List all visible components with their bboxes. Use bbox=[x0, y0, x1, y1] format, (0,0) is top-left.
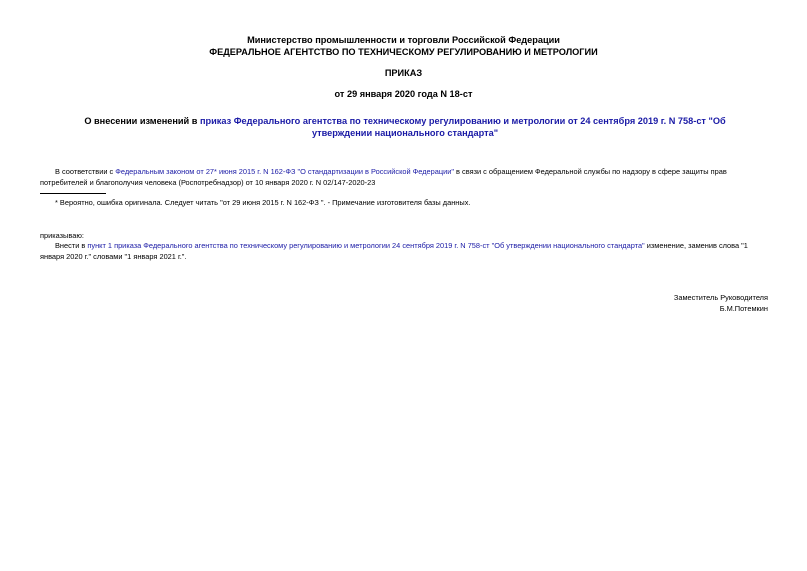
title-prefix: О внесении изменений в bbox=[84, 116, 200, 126]
ministry-heading: Министерство промышленности и торговли Российской Федерации bbox=[247, 35, 560, 45]
amended-item-link[interactable]: пункт 1 приказа Федерального агентства по техническому регулированию и метрологии 24 сентября 2019 г. N 758-ст "Об утверждении национального стандарта" bbox=[87, 241, 645, 250]
signatory-name: Б.М.Потемкин bbox=[719, 304, 768, 313]
document-type: ПРИКАЗ bbox=[384, 68, 423, 78]
order-suffix: изменение, заменив слова "1 января 2020 г." словами "1 января 2021 г.". bbox=[40, 241, 748, 261]
basis-prefix: В соответствии с bbox=[55, 167, 116, 176]
footnote-text: * Вероятно, ошибка оригинала. Следует читать "от 29 июня 2015 г. N 162-ФЗ ". - Примечание изготовителя базы данных. bbox=[55, 198, 471, 207]
title-amended-order-link[interactable]: приказ Федерального агентства по техническому регулированию и метрологии от 24 сентября 2019 г. N 758-ст "Об утверждении национального стандарта" bbox=[199, 116, 726, 138]
order-prefix: Внести в bbox=[55, 241, 88, 250]
order-lead: приказываю: bbox=[40, 231, 84, 240]
document-date-number: от 29 января 2020 года N 18-ст bbox=[334, 89, 473, 99]
document-title bbox=[55, 115, 755, 139]
signatory-position: Заместитель Руководителя bbox=[673, 293, 768, 302]
order-paragraph bbox=[40, 240, 770, 262]
footnote-divider bbox=[40, 193, 106, 194]
basis-suffix: в связи с обращением Федеральной службы по надзору в сфере защиты прав потребителей и благополучия человека (Роспотребнадзор) от 10 января 2020 г. N 02/147-2020-23 bbox=[40, 167, 727, 187]
basis-paragraph bbox=[40, 166, 770, 188]
federal-law-link[interactable]: Федеральным законом от 27* июня 2015 г. N 162-ФЗ "О стандартизации в Российской Федерации" bbox=[115, 167, 454, 176]
agency-heading: ФЕДЕРАЛЬНОЕ АГЕНТСТВО ПО ТЕХНИЧЕСКОМУ РЕГУЛИРОВАНИЮ И МЕТРОЛОГИИ bbox=[209, 47, 598, 57]
